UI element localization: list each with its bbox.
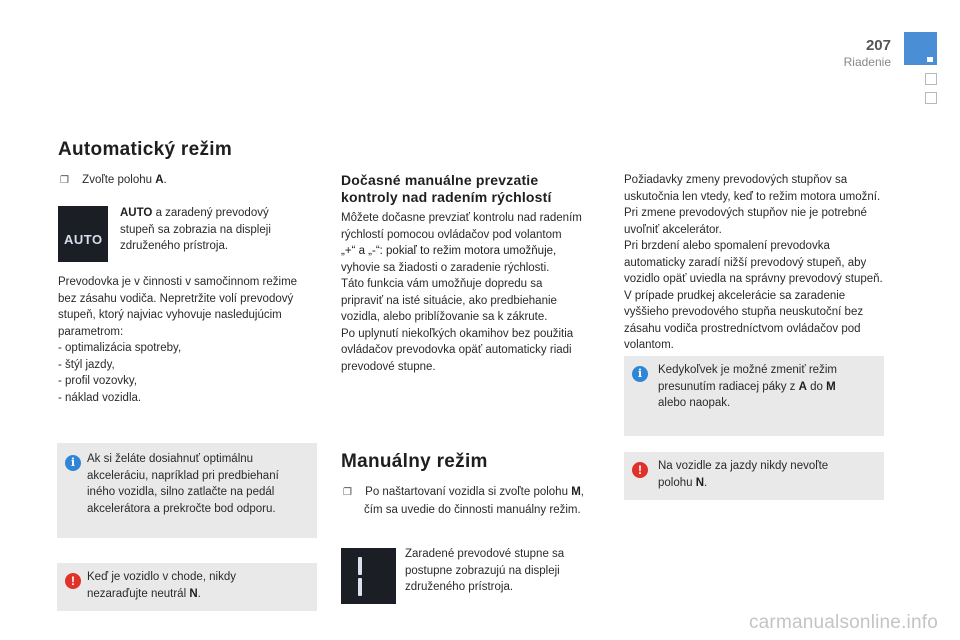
manual-mode-title: Manuálny režim — [341, 451, 488, 472]
warning-note-neutral-driving: ! Na vozidle za jazdy nikdy nevoľte polohu N. — [624, 452, 884, 500]
warning-icon: ! — [632, 462, 648, 478]
gear-indicator-segment — [358, 557, 362, 575]
chapter-tab-empty — [925, 92, 937, 104]
manual-display-image — [341, 548, 396, 604]
gear-indicator-segment — [358, 578, 362, 596]
checkbox-bullet-icon: ❐ — [60, 175, 69, 186]
chapter-tab — [904, 32, 937, 65]
chapter-tab-empty — [925, 73, 937, 85]
auto-step: ❐ Zvoľte polohu A. — [60, 174, 167, 186]
temporary-manual-title: Dočasné manuálne prevzatie kontroly nad radením rýchlostí — [341, 172, 552, 205]
auto-display-image — [58, 206, 108, 262]
checkbox-bullet-icon: ❐ — [343, 487, 352, 498]
manual-display-caption: Zaradené prevodové stupne sa postupne zobrazujú na displeji združeného prístroja. — [405, 548, 565, 593]
auto-display-text: AUTO — [64, 232, 103, 247]
info-note-acceleration: i Ak si želáte dosiahnuť optimálnu akceleráciu, napríklad pri predbiehaní iného vozidla, silno zatlačte na pedál akcelerátora a prekročte bod odporu. — [57, 443, 317, 538]
auto-body-text: Prevodovka je v činnosti v samočinnom režime bez zásahu vodiča. Nepretržite volí prevodový stupeň, ktorý najviac vyhovuje nasledujúcim parametrom: - optimalizácia spotreby, - štýl jazdy, - profil vozovky, - náklad vozidla. — [58, 276, 298, 404]
auto-display-caption: AUTO a zaradený prevodový stupeň sa zobrazia na displeji združeného prístroja. — [120, 207, 271, 252]
tab-marker-icon — [927, 57, 933, 62]
auto-mode-title: Automatický režim — [58, 139, 233, 160]
page-number: 207 — [865, 37, 891, 54]
info-note-mode-change: i Kedykoľvek je možné zmeniť režim presunutím radiacej páky z A do M alebo naopak. — [624, 356, 884, 436]
temporary-manual-text: Môžete dočasne prevziať kontrolu nad radením rýchlostí pomocou ovládačov pod volantom „+“ a „-“: pokiaľ to režim motora umožňuje, vyhovie sa žiadosti o zaradenie rýchlosti. Táto funkcia vám umožňuje dopredu sa pripraviť na isté situácie, ako predbiehanie vozidla, alebo priblížovanie sa k zákrute. Po uplynutí niekoľkých okamihov bez použitia ovládačov prevodovka opäť automaticky riadi prevodové stupne. — [341, 212, 582, 373]
watermark: carmanualsonline.info — [748, 612, 938, 633]
gear-change-text: Požiadavky zmeny prevodových stupňov sa uskutočnia len vtedy, keď to režim motora umožní. Pri zmene prevodových stupňov nie je potrebné uvoľniť akcelerátor. Pri brzdení alebo spomalení prevodovka automaticky zaradí nižší prevodový stupeň, aby vozidlo opäť uviedla na správny prevodový stupeň. V prípade prudkej akcelerácie sa zaradenie vyššieho prevodového stupňa neuskutoční bez zásahu vodiča prostredníctvom ovládačov pod volantom. — [624, 174, 883, 351]
warning-note-neutral: ! Keď je vozidlo v chode, nikdy nezaraďujte neutrál N. — [57, 563, 317, 611]
warning-icon: ! — [65, 573, 81, 589]
manual-step: ❐ Po naštartovaní vozidla si zvoľte polohu M, čím sa uvedie do činnosti manuálny režim. — [343, 486, 584, 516]
info-icon: i — [65, 455, 81, 471]
info-icon: i — [632, 366, 648, 382]
section-name: Riadenie — [843, 55, 891, 69]
